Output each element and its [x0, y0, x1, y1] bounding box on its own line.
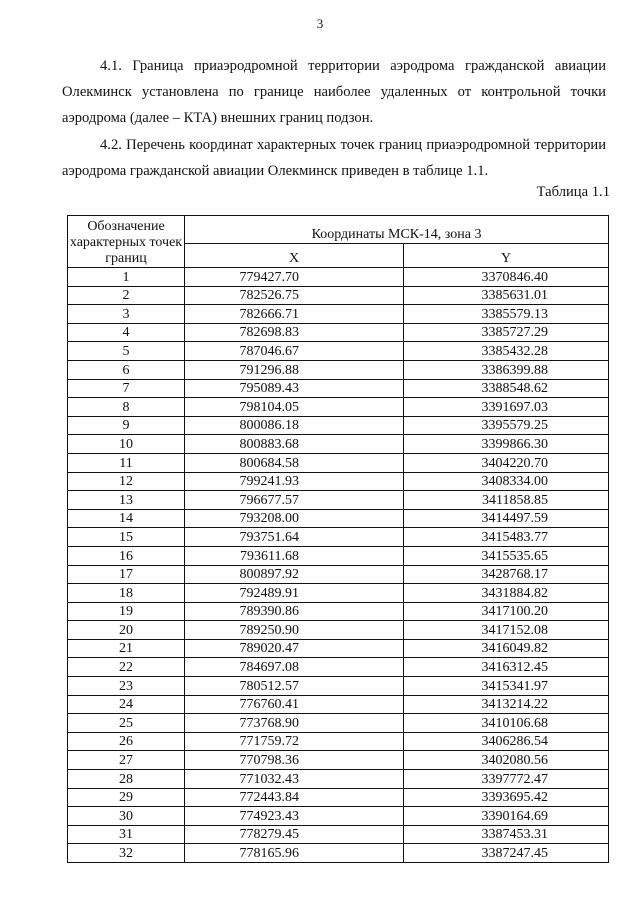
coord-x-cell: 771032.43 [185, 770, 404, 789]
coord-y-cell: 3385631.01 [404, 286, 609, 305]
table-body [68, 268, 609, 863]
coord-y-cell: 3390164.69 [404, 807, 609, 826]
point-number-cell: 26 [68, 732, 185, 751]
coord-y-cell: 3404220.70 [404, 453, 609, 472]
coord-y-cell: 3413214.22 [404, 695, 609, 714]
point-number-cell: 16 [68, 546, 185, 565]
coord-y-cell: 3411858.85 [404, 491, 609, 510]
coord-y-cell: 3415341.97 [404, 677, 609, 696]
point-number-cell: 9 [68, 416, 185, 435]
coord-x-cell: 795089.43 [185, 379, 404, 398]
coord-x-cell: 774923.43 [185, 807, 404, 826]
coord-x-cell: 789250.90 [185, 621, 404, 640]
coordinates-table [67, 215, 609, 863]
point-number-cell: 15 [68, 528, 185, 547]
table-row [68, 491, 609, 510]
coord-x-cell: 789390.86 [185, 602, 404, 621]
point-number-cell: 13 [68, 491, 185, 510]
coord-x-cell: 793208.00 [185, 509, 404, 528]
point-number-cell: 21 [68, 639, 185, 658]
point-number-cell: 32 [68, 844, 185, 863]
point-number-cell: 3 [68, 305, 185, 324]
coord-x-cell: 800883.68 [185, 435, 404, 454]
point-number-cell: 6 [68, 360, 185, 379]
point-number-cell: 2 [68, 286, 185, 305]
coord-x-cell: 799241.93 [185, 472, 404, 491]
header-x: X [185, 244, 404, 268]
coord-y-cell: 3416312.45 [404, 658, 609, 677]
coord-x-cell: 782666.71 [185, 305, 404, 324]
coord-x-cell: 772443.84 [185, 788, 404, 807]
table-row [68, 621, 609, 640]
table-row [68, 584, 609, 603]
point-number-cell: 14 [68, 509, 185, 528]
coord-x-cell: 782526.75 [185, 286, 404, 305]
table-row [68, 528, 609, 547]
coord-x-cell: 778279.45 [185, 825, 404, 844]
point-number-cell: 8 [68, 398, 185, 417]
coord-x-cell: 778165.96 [185, 844, 404, 863]
coord-x-cell: 798104.05 [185, 398, 404, 417]
table-row [68, 416, 609, 435]
coord-y-cell: 3410106.68 [404, 714, 609, 733]
coord-x-cell: 779427.70 [185, 268, 404, 287]
table-row [68, 751, 609, 770]
coord-x-cell: 793611.68 [185, 546, 404, 565]
table-row [68, 639, 609, 658]
point-number-cell: 10 [68, 435, 185, 454]
coord-y-cell: 3416049.82 [404, 639, 609, 658]
point-number-cell: 5 [68, 342, 185, 361]
paragraph-4-1: 4.1. Граница приаэродромной территории аэродрома гражданской авиации Олекминск установлена по границе наиболее удаленных от контрольной точки аэродрома (далее – КТА) внешних границ подзон. [62, 58, 606, 126]
point-number-cell: 28 [68, 770, 185, 789]
coord-x-cell: 784697.08 [185, 658, 404, 677]
point-number-cell: 24 [68, 695, 185, 714]
coord-x-cell: 800086.18 [185, 416, 404, 435]
coord-y-cell: 3408334.00 [404, 472, 609, 491]
point-number-cell: 27 [68, 751, 185, 770]
table-row [68, 677, 609, 696]
table-row [68, 286, 609, 305]
coord-y-cell: 3428768.17 [404, 565, 609, 584]
table-row [68, 658, 609, 677]
paragraph-4-2: 4.2. Перечень координат характерных точек границ приаэродромной территории аэродрома гражданской авиации Олекминск приведен в таблице 1.1. [62, 137, 606, 179]
point-number-cell: 22 [68, 658, 185, 677]
coord-x-cell: 800897.92 [185, 565, 404, 584]
header-coords-title: Координаты МСК-14, зона 3 [185, 216, 609, 244]
point-number-cell: 29 [68, 788, 185, 807]
table-row [68, 305, 609, 324]
coord-x-cell: 776760.41 [185, 695, 404, 714]
table-row [68, 807, 609, 826]
table-row [68, 788, 609, 807]
coord-x-cell: 787046.67 [185, 342, 404, 361]
point-number-cell: 31 [68, 825, 185, 844]
point-number-cell: 1 [68, 268, 185, 287]
point-number-cell: 7 [68, 379, 185, 398]
coord-y-cell: 3391697.03 [404, 398, 609, 417]
table-row [68, 825, 609, 844]
table-row [68, 770, 609, 789]
table-row [68, 602, 609, 621]
coord-y-cell: 3402080.56 [404, 751, 609, 770]
table-row [68, 844, 609, 863]
coord-y-cell: 3385579.13 [404, 305, 609, 324]
coord-x-cell: 771759.72 [185, 732, 404, 751]
coord-y-cell: 3417152.08 [404, 621, 609, 640]
point-number-cell: 19 [68, 602, 185, 621]
table-row [68, 435, 609, 454]
point-number-cell: 17 [68, 565, 185, 584]
point-number-cell: 12 [68, 472, 185, 491]
table-row [68, 398, 609, 417]
coord-y-cell: 3386399.88 [404, 360, 609, 379]
point-number-cell: 4 [68, 323, 185, 342]
coord-x-cell: 789020.47 [185, 639, 404, 658]
coord-y-cell: 3385432.28 [404, 342, 609, 361]
coord-x-cell: 793751.64 [185, 528, 404, 547]
coord-y-cell: 3417100.20 [404, 602, 609, 621]
coord-y-cell: 3397772.47 [404, 770, 609, 789]
point-number-cell: 11 [68, 453, 185, 472]
coord-y-cell: 3399866.30 [404, 435, 609, 454]
table-caption: Таблица 1.1 [536, 184, 610, 200]
header-y: Y [404, 244, 609, 268]
coord-x-cell: 770798.36 [185, 751, 404, 770]
point-number-cell: 20 [68, 621, 185, 640]
table-row [68, 323, 609, 342]
table-row [68, 379, 609, 398]
table-row [68, 695, 609, 714]
coord-x-cell: 782698.83 [185, 323, 404, 342]
coord-y-cell: 3406286.54 [404, 732, 609, 751]
coord-x-cell: 791296.88 [185, 360, 404, 379]
table-row [68, 360, 609, 379]
point-number-cell: 30 [68, 807, 185, 826]
coord-y-cell: 3370846.40 [404, 268, 609, 287]
table-row [68, 342, 609, 361]
point-number-cell: 23 [68, 677, 185, 696]
coord-y-cell: 3414497.59 [404, 509, 609, 528]
point-number-cell: 25 [68, 714, 185, 733]
coord-x-cell: 780512.57 [185, 677, 404, 696]
coord-y-cell: 3395579.25 [404, 416, 609, 435]
table-row [68, 546, 609, 565]
coord-y-cell: 3388548.62 [404, 379, 609, 398]
coord-y-cell: 3385727.29 [404, 323, 609, 342]
table-row [68, 453, 609, 472]
table-row [68, 714, 609, 733]
table-row [68, 732, 609, 751]
coord-y-cell: 3431884.82 [404, 584, 609, 603]
point-number-cell: 18 [68, 584, 185, 603]
header-designation: Обозначение характерных точек границ [68, 216, 185, 268]
coord-x-cell: 796677.57 [185, 491, 404, 510]
coord-y-cell: 3415535.65 [404, 546, 609, 565]
coord-x-cell: 800684.58 [185, 453, 404, 472]
table-row [68, 268, 609, 287]
table-row [68, 509, 609, 528]
coord-x-cell: 773768.90 [185, 714, 404, 733]
coord-y-cell: 3393695.42 [404, 788, 609, 807]
table-row [68, 472, 609, 491]
coord-y-cell: 3415483.77 [404, 528, 609, 547]
coord-y-cell: 3387453.31 [404, 825, 609, 844]
coord-x-cell: 792489.91 [185, 584, 404, 603]
table-row [68, 565, 609, 584]
page-number: 3 [316, 16, 324, 31]
coord-y-cell: 3387247.45 [404, 844, 609, 863]
